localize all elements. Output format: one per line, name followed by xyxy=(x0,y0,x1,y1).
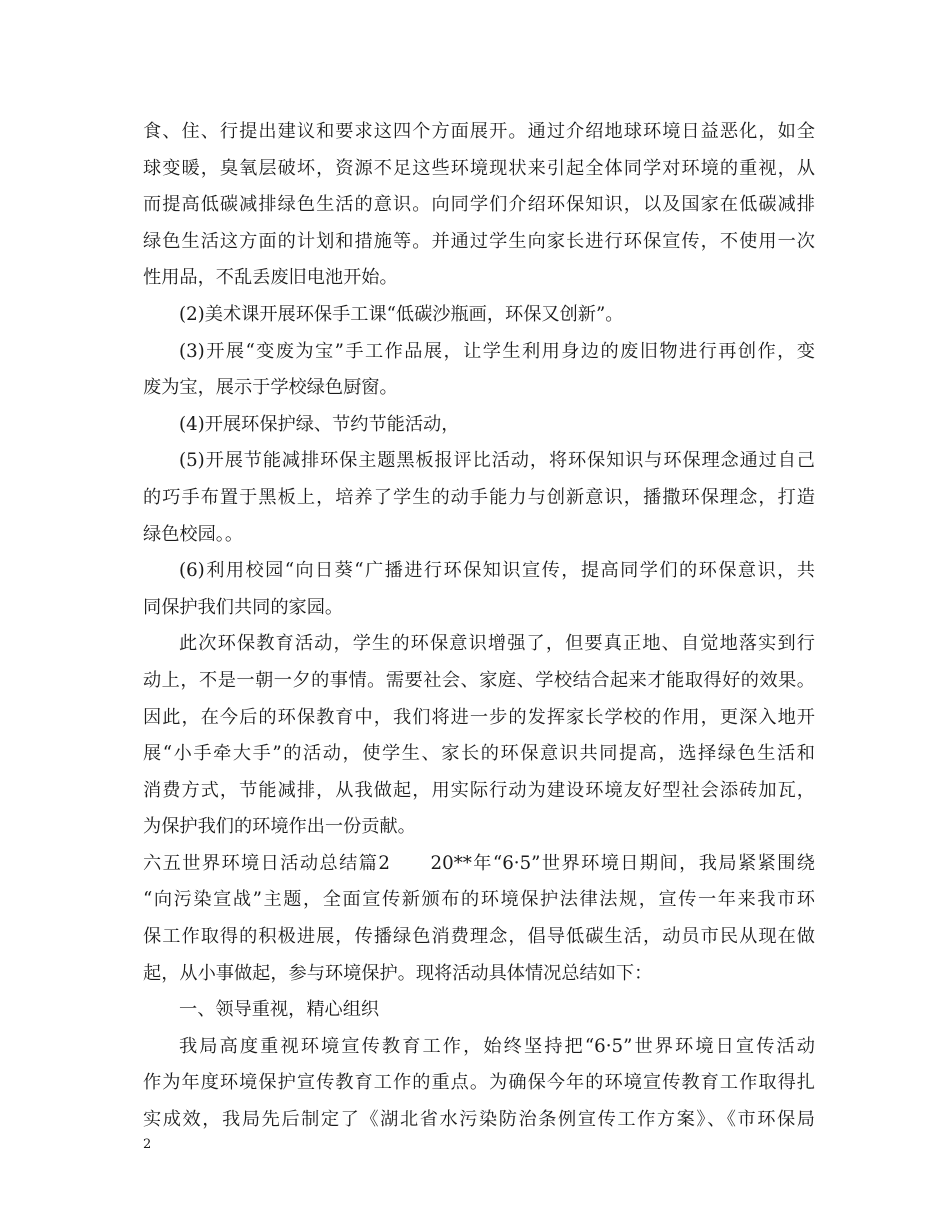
document-body xyxy=(143,114,815,1139)
text-line: 因此，在今后的环保教育中，我们将进一步的发挥家长学校的作用，更深入地开 xyxy=(143,706,815,728)
text-line: 起，从小事做起，参与环境保护。现将活动具体情况总结如下： xyxy=(143,962,653,984)
text-line: 实成效，我局先后制定了《湖北省水污染防治条例宣传工作方案》、《市环保局 xyxy=(143,1109,815,1131)
text-line: 废为宝，展示于学校绿色厨窗。 xyxy=(143,377,398,399)
page-number: 2 xyxy=(143,1137,152,1152)
text-line: 作为年度环境保护宣传教育工作的重点。为确保今年的环境宣传教育工作取得扎 xyxy=(143,1072,815,1094)
text-line: 消费方式，节能减排，从我做起，用实际行动为建设环境友好型社会添砖加瓦， xyxy=(143,779,815,801)
text-line: 展“小手牵大手”的活动，使学生、家长的环保意识共同提高，选择绿色生活和 xyxy=(143,743,815,765)
text-line: “向污染宣战”主题，全面宣传新颁布的环境保护法律法规，宣传一年来我市环 xyxy=(143,889,815,911)
text-line: 的巧手布置于黑板上，培养了学生的动手能力与创新意识，播撒环保理念，打造 xyxy=(143,486,815,508)
text-line: 六五世界环境日活动总结篇2 20**年“6·5”世界环境日期间，我局紧紧围绕 xyxy=(143,852,815,874)
text-line: (2)美术课开展环保手工课“低碳沙瓶画，环保又创新”。 xyxy=(179,303,624,325)
text-line: 性用品，不乱丢废旧电池开始。 xyxy=(143,267,398,289)
text-line: 同保护我们共同的家园。 xyxy=(143,596,344,618)
text-line: 一、领导重视，精心组织 xyxy=(179,999,380,1021)
text-line: (5)开展节能减排环保主题黑板报评比活动，将环保知识与环保理念通过自己 xyxy=(179,450,815,472)
text-line: 保工作取得的积极进展，传播绿色消费理念，倡导低碳生活，动员市民从现在做 xyxy=(143,926,815,948)
text-line: (3)开展“变废为宝”手工作品展，让学生利用身边的废旧物进行再创作，变 xyxy=(179,340,815,362)
text-line: 我局高度重视环境宣传教育工作，始终坚持把“6·5”世界环境日宣传活动 xyxy=(179,1035,815,1057)
text-line: 为保护我们的环境作出一份贡献。 xyxy=(143,816,416,838)
text-line: (4)开展环保护绿、节约节能活动， xyxy=(179,413,460,435)
text-line: 而提高低碳减排绿色生活的意识。向同学们介绍环保知识，以及国家在低碳减排 xyxy=(143,194,815,216)
text-line: 食、住、行提出建议和要求这四个方面展开。通过介绍地球环境日益恶化，如全 xyxy=(143,121,815,142)
text-line: (6)利用校园“向日葵“广播进行环保知识宣传，提高同学们的环保意识，共 xyxy=(179,560,815,582)
text-line: 球变暖，臭氧层破坏，资源不足这些环境现状来引起全体同学对环境的重视，从 xyxy=(143,157,815,179)
text-line: 动上，不是一朝一夕的事情。需要社会、家庭、学校结合起来才能取得好的效果。 xyxy=(143,669,815,691)
text-line: 绿色校园。。 xyxy=(143,523,244,545)
text-line: 绿色生活这方面的计划和措施等。并通过学生向家长进行环保宣传，不使用一次 xyxy=(143,230,815,252)
text-line: 此次环保教育活动，学生的环保意识增强了，但要真正地、自觉地落实到行 xyxy=(179,633,815,655)
